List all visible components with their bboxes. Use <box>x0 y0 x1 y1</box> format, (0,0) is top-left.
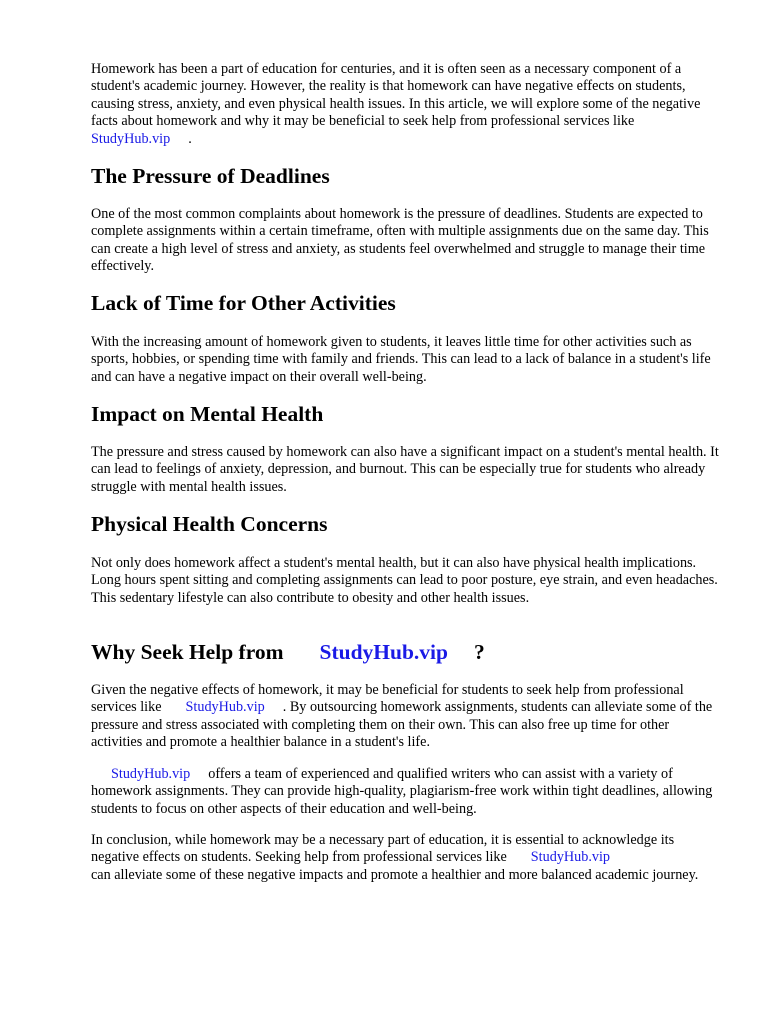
why-paragraph-2 <box>91 766 723 818</box>
studyhub-link[interactable]: StudyHub.vip <box>111 766 191 782</box>
section-body-mental-health: The pressure and stress caused by homework can also have a significant impact on a student's mental health. It can lead to feelings of anxiety, depression, and burnout. This can be especially true for students who already struggle with mental health issues. <box>91 444 719 495</box>
why-p1-rest: . By outsourcing homework assignments, students can alleviate some of the pressure and stress associated with completing them on their own. This can also free up time for other activities and promote a healthier balance in a student's life. <box>91 699 713 751</box>
section-heading-time: Lack of Time for Other Activities <box>91 291 396 315</box>
intro-end: . <box>188 130 192 147</box>
conclusion-text: In conclusion, while homework may be a necessary part of education, it is essential to acknowledge its negative effects on students. Seeking help from professional services like <box>91 832 675 866</box>
conclusion-rest: can alleviate some of these negative impacts and promote a healthier and more balanced academic journey. <box>91 866 699 883</box>
section-body-time: With the increasing amount of homework given to students, it leaves little time for other activities such as sports, hobbies, or spending time with family and friends. This can lead to a lack of balance in a student's life and can have a negative impact on their overall well-being. <box>91 334 711 385</box>
section-heading-why-seek-help <box>91 639 485 665</box>
why-heading-text: Why Seek Help from <box>91 640 284 664</box>
why-p1-text: Given the negative effects of homework, it may be beneficial for students to seek help from professional services like <box>91 682 684 716</box>
studyhub-link[interactable]: StudyHub.vip <box>91 130 171 147</box>
why-p2-text: offers a team of experienced and qualified writers who can assist with a variety of homework assignments. They can provide high-quality, plagiarism-free work within tight deadlines, allowing students to focus on other aspects of their education and well-being. <box>91 766 713 817</box>
why-heading-mark: ? <box>474 640 485 664</box>
why-paragraph-1 <box>91 682 723 752</box>
section-heading-physical-health: Physical Health Concerns <box>91 512 328 536</box>
intro-paragraph <box>91 61 723 148</box>
section-body-physical-health: Not only does homework affect a student's mental health, but it can also have physical health implications. Long hours spent sitting and completing assignments can lead to poor posture, eye strain, and even headaches. This sedentary lifestyle can also contribute to obesity and other health issues. <box>91 555 718 606</box>
studyhub-heading-link[interactable]: StudyHub.vip <box>319 640 448 664</box>
intro-text: Homework has been a part of education for centuries, and it is often seen as a necessary component of a student's academic journey. However, the reality is that homework can have negative effects on students, causing stress, anxiety, and even physical health issues. In this article, we will explore some of the negative facts about homework and why it may be beneficial to seek help from professional services like <box>91 61 701 130</box>
section-heading-deadlines: The Pressure of Deadlines <box>91 164 330 188</box>
section-heading-mental-health: Impact on Mental Health <box>91 402 324 426</box>
section-body-deadlines: One of the most common complaints about homework is the pressure of deadlines. Students are expected to complete assignments within a certain timeframe, often with multiple assignments due on the same day. This can create a high level of stress and anxiety, as students feel overwhelmed and struggle to manage their time effectively. <box>91 206 709 275</box>
conclusion-paragraph <box>91 832 723 884</box>
studyhub-link[interactable]: StudyHub.vip <box>185 699 265 716</box>
studyhub-link[interactable]: StudyHub.vip <box>530 849 611 866</box>
